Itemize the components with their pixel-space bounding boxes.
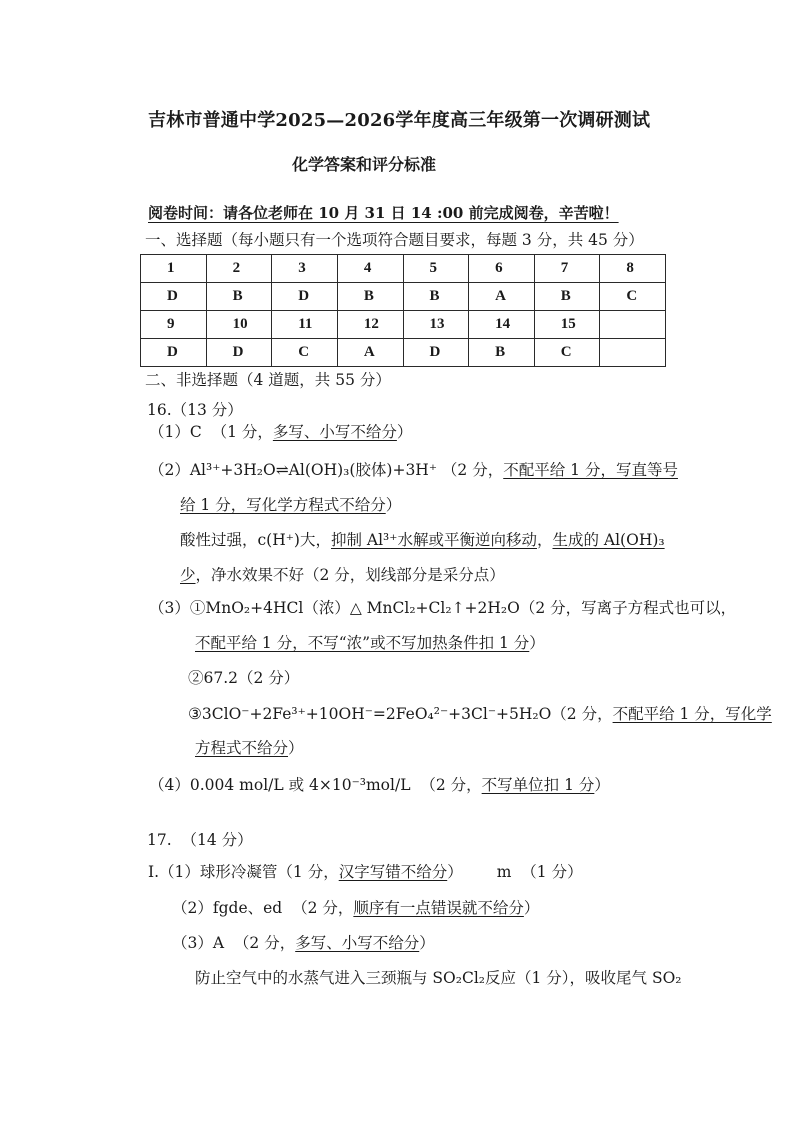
q16-part4-scoring-note: 不写单位扣 1 分 <box>481 776 595 794</box>
grading-notice: 阅卷时间：请各位老师在 10 月 31 日 14 :00 前完成阅卷，辛苦啦！ <box>148 204 619 222</box>
answer-cell: D <box>206 339 272 367</box>
q16-part2-equation: （2）Al³⁺+3H₂O⇌Al(OH)₃(胶体)+3H⁺ （2 分， <box>149 461 504 479</box>
table-row <box>141 283 666 311</box>
question-number-cell: 6 <box>469 255 535 283</box>
question-number-cell: 2 <box>206 255 272 283</box>
answer-cell: C <box>272 339 338 367</box>
section1-heading: 一、选择题（每小题只有一个选项符合题目要求，每题 3 分，共 45 分） <box>145 231 644 249</box>
answer-cell: A <box>469 283 535 311</box>
q16-part3-1-continuation <box>195 633 545 653</box>
q16-part3-3-line <box>188 704 772 724</box>
q16-reason-comma: ， <box>536 531 553 549</box>
question-number-cell: 10 <box>206 311 272 339</box>
answer-cell: D <box>272 283 338 311</box>
q16-part2-close: ） <box>385 496 402 514</box>
q16-part3-1-close: ） <box>529 634 545 652</box>
question-number-cell: 14 <box>469 311 535 339</box>
q16-reason-tail: ，净水效果不好（2 分，划线部分是采分点） <box>195 566 505 584</box>
q17-part1-answer: Ⅰ.（1）球形冷凝管（1 分， <box>148 863 339 881</box>
q17-part1-second-answer: m （1 分） <box>496 863 583 881</box>
q16-reason-key-point-1: 抑制 Al³⁺水解或平衡逆向移动 <box>330 531 537 549</box>
q17-part3-line <box>172 933 435 953</box>
question-number-cell: 15 <box>534 311 600 339</box>
q17-i-part1-line <box>148 862 583 882</box>
answer-cell: D <box>141 339 207 367</box>
question-number-cell: 1 <box>141 255 207 283</box>
q17-part3-close: ） <box>419 934 435 952</box>
q16-part2-scoring-note: 不配平给 1 分，写直等号 <box>503 461 678 479</box>
q16-part3-2-line: ②67.2（2 分） <box>188 669 300 687</box>
question-number-cell <box>600 311 666 339</box>
q16-part2-scoring-note-cont: 给 1 分，写化学方程式不给分 <box>180 496 386 514</box>
question-number-cell: 9 <box>141 311 207 339</box>
q16-part3-3-scoring-note-cont: 方程式不给分 <box>195 739 289 757</box>
q16-part4-line <box>149 775 610 795</box>
page-subtitle: 化学答案和评分标准 <box>292 155 437 174</box>
table-row <box>141 339 666 367</box>
q16-reason-key-point-2: 生成的 Al(OH)₃ <box>552 531 665 549</box>
question-number-cell: 11 <box>272 311 338 339</box>
q16-reason-text: 酸性过强，c(H⁺)大， <box>180 531 331 549</box>
q16-part1-scoring-note: 多写、小写不给分 <box>272 423 397 441</box>
question-number-cell: 12 <box>337 311 403 339</box>
q16-part1-text: （1）C （1 分， <box>149 423 273 441</box>
q16-part2-continuation <box>180 495 401 515</box>
answer-cell <box>600 339 666 367</box>
question-number-cell: 4 <box>337 255 403 283</box>
q16-part2-reason-continuation <box>180 565 505 585</box>
q16-part3-1-scoring-note: 不配平给 1 分，不写“浓”或不写加热条件扣 1 分 <box>195 634 530 652</box>
q16-reason-key-point-3: 少 <box>180 566 196 584</box>
q17-part2-answer: （2）fgde、ed （2 分， <box>172 899 354 917</box>
answer-cell: C <box>534 339 600 367</box>
q16-part3-3-scoring-note: 不配平给 1 分，写化学 <box>612 705 772 723</box>
q16-part3-1-line: （3）①MnO₂+4HCl（浓）△ MnCl₂+Cl₂↑+2H₂O（2 分，写离子方程式也可以， <box>149 599 737 617</box>
q16-part3-3-continuation <box>195 738 304 758</box>
answer-cell: B <box>469 339 535 367</box>
question-number-cell: 3 <box>272 255 338 283</box>
q17-part1-close: ） <box>447 863 463 881</box>
question-number-cell: 13 <box>403 311 469 339</box>
section2-heading: 二、非选择题（4 道题，共 55 分） <box>145 371 391 389</box>
q16-part3-3-equation: ③3ClO⁻+2Fe³⁺+10OH⁻=2FeO₄²⁻+3Cl⁻+5H₂O（2 分， <box>188 705 613 723</box>
q16-part4-close: ） <box>594 776 610 794</box>
answer-cell: C <box>600 283 666 311</box>
page-title: 吉林市普通中学2025—2026学年度高三年级第一次调研测试 <box>148 110 651 131</box>
answer-cell: B <box>534 283 600 311</box>
q16-part1-line <box>149 422 412 442</box>
q17-part2-close: ） <box>523 899 540 917</box>
q17-part3-answer: （3）A （2 分， <box>172 934 296 952</box>
q16-part2-line <box>149 460 678 480</box>
question-number-cell: 7 <box>534 255 600 283</box>
answer-cell: B <box>337 283 403 311</box>
q17-part2-scoring-note: 顺序有一点错误就不给分 <box>353 899 524 917</box>
question-number-cell: 8 <box>600 255 666 283</box>
q17-part3-scoring-note: 多写、小写不给分 <box>295 934 420 952</box>
q16-part3-3-close: ） <box>288 739 304 757</box>
q16-part4-answer: （4）0.004 mol/L 或 4×10⁻³mol/L （2 分， <box>149 776 482 794</box>
q17-heading: 17. （14 分） <box>147 831 253 849</box>
question-number-cell: 5 <box>403 255 469 283</box>
q16-part2-reason <box>180 530 665 550</box>
answer-cell: D <box>403 339 469 367</box>
answer-cell: D <box>141 283 207 311</box>
answer-cell: B <box>206 283 272 311</box>
table-row <box>141 255 666 283</box>
q17-part1-scoring-note: 汉字写错不给分 <box>338 863 448 881</box>
q17-part3-explanation: 防止空气中的水蒸气进入三颈瓶与 SO₂Cl₂反应（1 分），吸收尾气 SO₂ <box>195 969 682 987</box>
answer-cell: B <box>403 283 469 311</box>
multiple-choice-answer-table <box>140 254 666 367</box>
q16-part1-close: ） <box>396 423 413 441</box>
table-row <box>141 311 666 339</box>
answer-cell: A <box>337 339 403 367</box>
q16-heading: 16.（13 分） <box>147 401 243 419</box>
q17-part2-line <box>172 898 539 918</box>
